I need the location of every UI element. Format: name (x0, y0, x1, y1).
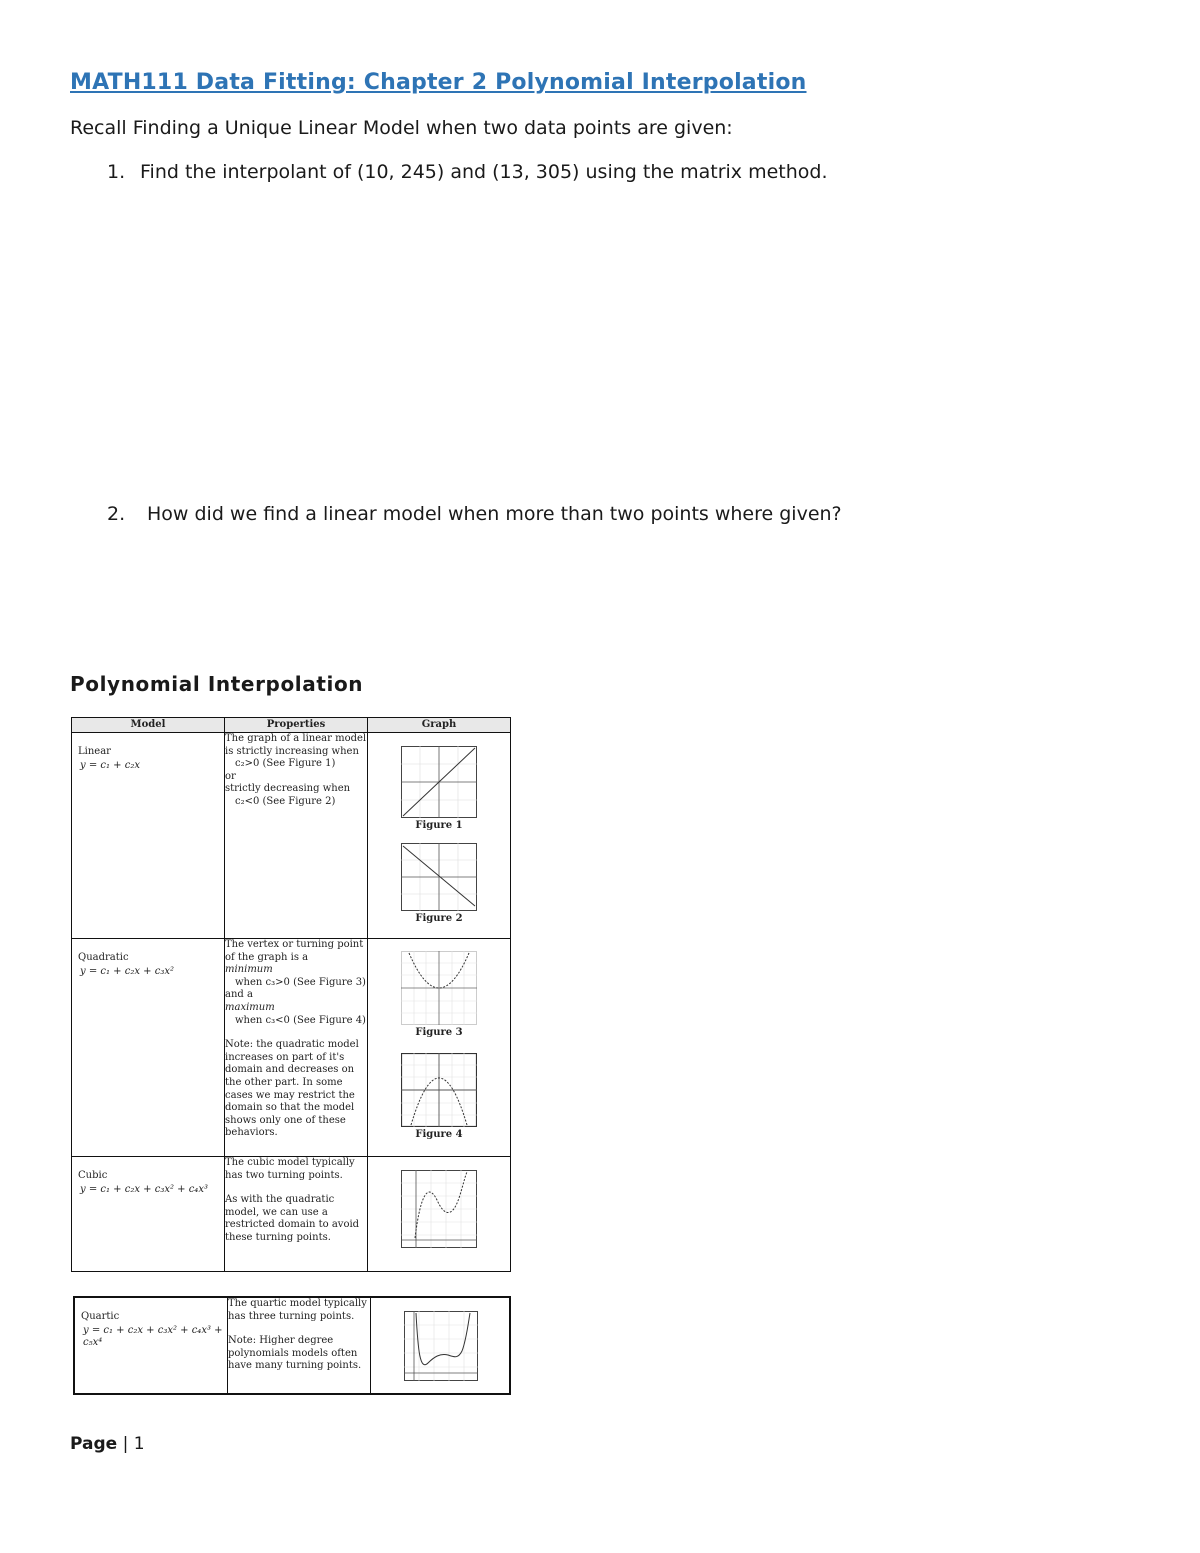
page-footer (70, 1434, 145, 1454)
note-line: domain so that the model (225, 1102, 355, 1114)
note-line: polynomials models often (228, 1347, 358, 1359)
figure-4-graph (401, 1053, 477, 1127)
properties-cell-cubic (225, 1157, 368, 1272)
property-line: The vertex or turning point (225, 939, 364, 950)
property-line: has three turning points. (228, 1310, 355, 1322)
note-line: Note: Higher degree (228, 1335, 334, 1347)
figure-3-graph (401, 951, 477, 1025)
figure-4-caption: Figure 4 (415, 1129, 463, 1140)
graph-cell-cubic (368, 1157, 511, 1272)
property-line: has two turning points. (225, 1169, 343, 1181)
model-name-cubic: Cubic (78, 1170, 108, 1181)
property-line: when c₃<0 (See Figure 4) (235, 1014, 366, 1026)
property-line: maximum (225, 1001, 275, 1013)
figure-4 (401, 1053, 477, 1140)
table-header-row (72, 718, 511, 733)
header-graph: Graph (368, 718, 511, 733)
question-1-number: 1. (107, 161, 126, 183)
model-cell-cubic (72, 1157, 225, 1272)
note-line: the other part. In some (225, 1076, 343, 1088)
header-model: Model (72, 718, 225, 733)
question-1-text: Find the interpolant of (10, 245) and (13, 305) using the matrix method. (140, 161, 828, 183)
spacer (225, 1027, 367, 1039)
note-line: these turning points. (225, 1231, 331, 1243)
figure-3 (401, 951, 477, 1038)
note-line: restricted domain to avoid (225, 1219, 360, 1231)
header-properties: Properties (225, 718, 368, 733)
model-name-quartic: Quartic (81, 1311, 120, 1322)
figure-3-caption: Figure 3 (415, 1027, 463, 1038)
property-line: c₂<0 (See Figure 2) (235, 795, 336, 807)
page-label: Page (70, 1434, 118, 1454)
model-cell-quadratic (72, 939, 225, 1157)
note-line: increases on part of it's (225, 1051, 345, 1063)
table-row-linear (72, 733, 511, 939)
model-cell-linear (72, 733, 225, 939)
question-1 (107, 161, 827, 183)
figure-2-graph (401, 843, 477, 911)
property-line: or (225, 770, 236, 782)
note-line: Note: the quadratic model (225, 1039, 359, 1051)
page-separator: | (122, 1434, 129, 1454)
question-2-text: How did we find a linear model when more than two points where given? (147, 503, 842, 525)
figure-cubic (401, 1170, 477, 1248)
recall-prompt: Recall Finding a Unique Linear Model when two data points are given: (70, 117, 733, 139)
model-name-linear: Linear (78, 746, 111, 757)
note-line: behaviors. (225, 1127, 278, 1139)
spacer (225, 1182, 367, 1194)
note-line: As with the quadratic (225, 1194, 335, 1206)
question-2-number: 2. (107, 503, 126, 525)
graph-cell-quadratic (368, 939, 511, 1157)
note-line: shows only one of these (225, 1114, 346, 1126)
properties-cell-quartic (228, 1297, 371, 1394)
property-line: is strictly increasing when (225, 745, 359, 757)
note-line: domain and decreases on (225, 1064, 355, 1076)
formula-quadratic: y = c₁ + c₂x + c₃x² (80, 966, 174, 977)
formula-cubic: y = c₁ + c₂x + c₃x² + c₄x³ (80, 1184, 208, 1195)
figure-quartic (404, 1311, 480, 1381)
table-row-quartic (74, 1297, 510, 1394)
spacer (228, 1323, 370, 1335)
property-line: strictly decreasing when (225, 783, 351, 795)
table-row-quadratic (72, 939, 511, 1157)
figure-2-caption: Figure 2 (415, 913, 463, 924)
formula-linear: y = c₁ + c₂x (80, 760, 140, 771)
property-line: when c₃>0 (See Figure 3) (235, 976, 366, 988)
note-line: model, we can use a (225, 1206, 328, 1218)
quartic-graph (404, 1311, 478, 1381)
document-title: MATH111 Data Fitting: Chapter 2 Polynomial Interpolation (70, 70, 807, 95)
properties-cell-quadratic (225, 939, 368, 1157)
property-line: The cubic model typically (225, 1157, 355, 1168)
property-line: and a (225, 989, 253, 1001)
graph-cell-linear (368, 733, 511, 939)
note-line: cases we may restrict the (225, 1089, 355, 1101)
property-line: c₂>0 (See Figure 1) (235, 758, 336, 770)
properties-cell-linear (225, 733, 368, 939)
quartic-table (73, 1296, 511, 1395)
property-line: of the graph is a (225, 951, 309, 963)
note-line: have many turning points. (228, 1360, 362, 1372)
question-2 (107, 503, 842, 525)
figure-2 (401, 843, 477, 924)
property-line: The graph of a linear model (225, 733, 367, 744)
property-line: minimum (225, 964, 273, 976)
figure-1-graph (401, 746, 477, 818)
page-number: 1 (133, 1434, 145, 1454)
section-title: Polynomial Interpolation (70, 672, 364, 696)
polynomial-models-table (71, 717, 511, 1272)
property-line: The quartic model typically (228, 1298, 367, 1309)
figure-1 (401, 746, 477, 831)
model-name-quadratic: Quadratic (78, 952, 129, 963)
model-cell-quartic (74, 1297, 228, 1394)
table-row-cubic (72, 1157, 511, 1272)
cubic-graph (401, 1170, 477, 1248)
figure-1-caption: Figure 1 (415, 820, 463, 831)
graph-cell-quartic (371, 1297, 511, 1394)
formula-quartic: y = c₁ + c₂x + c₃x² + c₄x³ + c₅x⁴ (83, 1325, 223, 1348)
